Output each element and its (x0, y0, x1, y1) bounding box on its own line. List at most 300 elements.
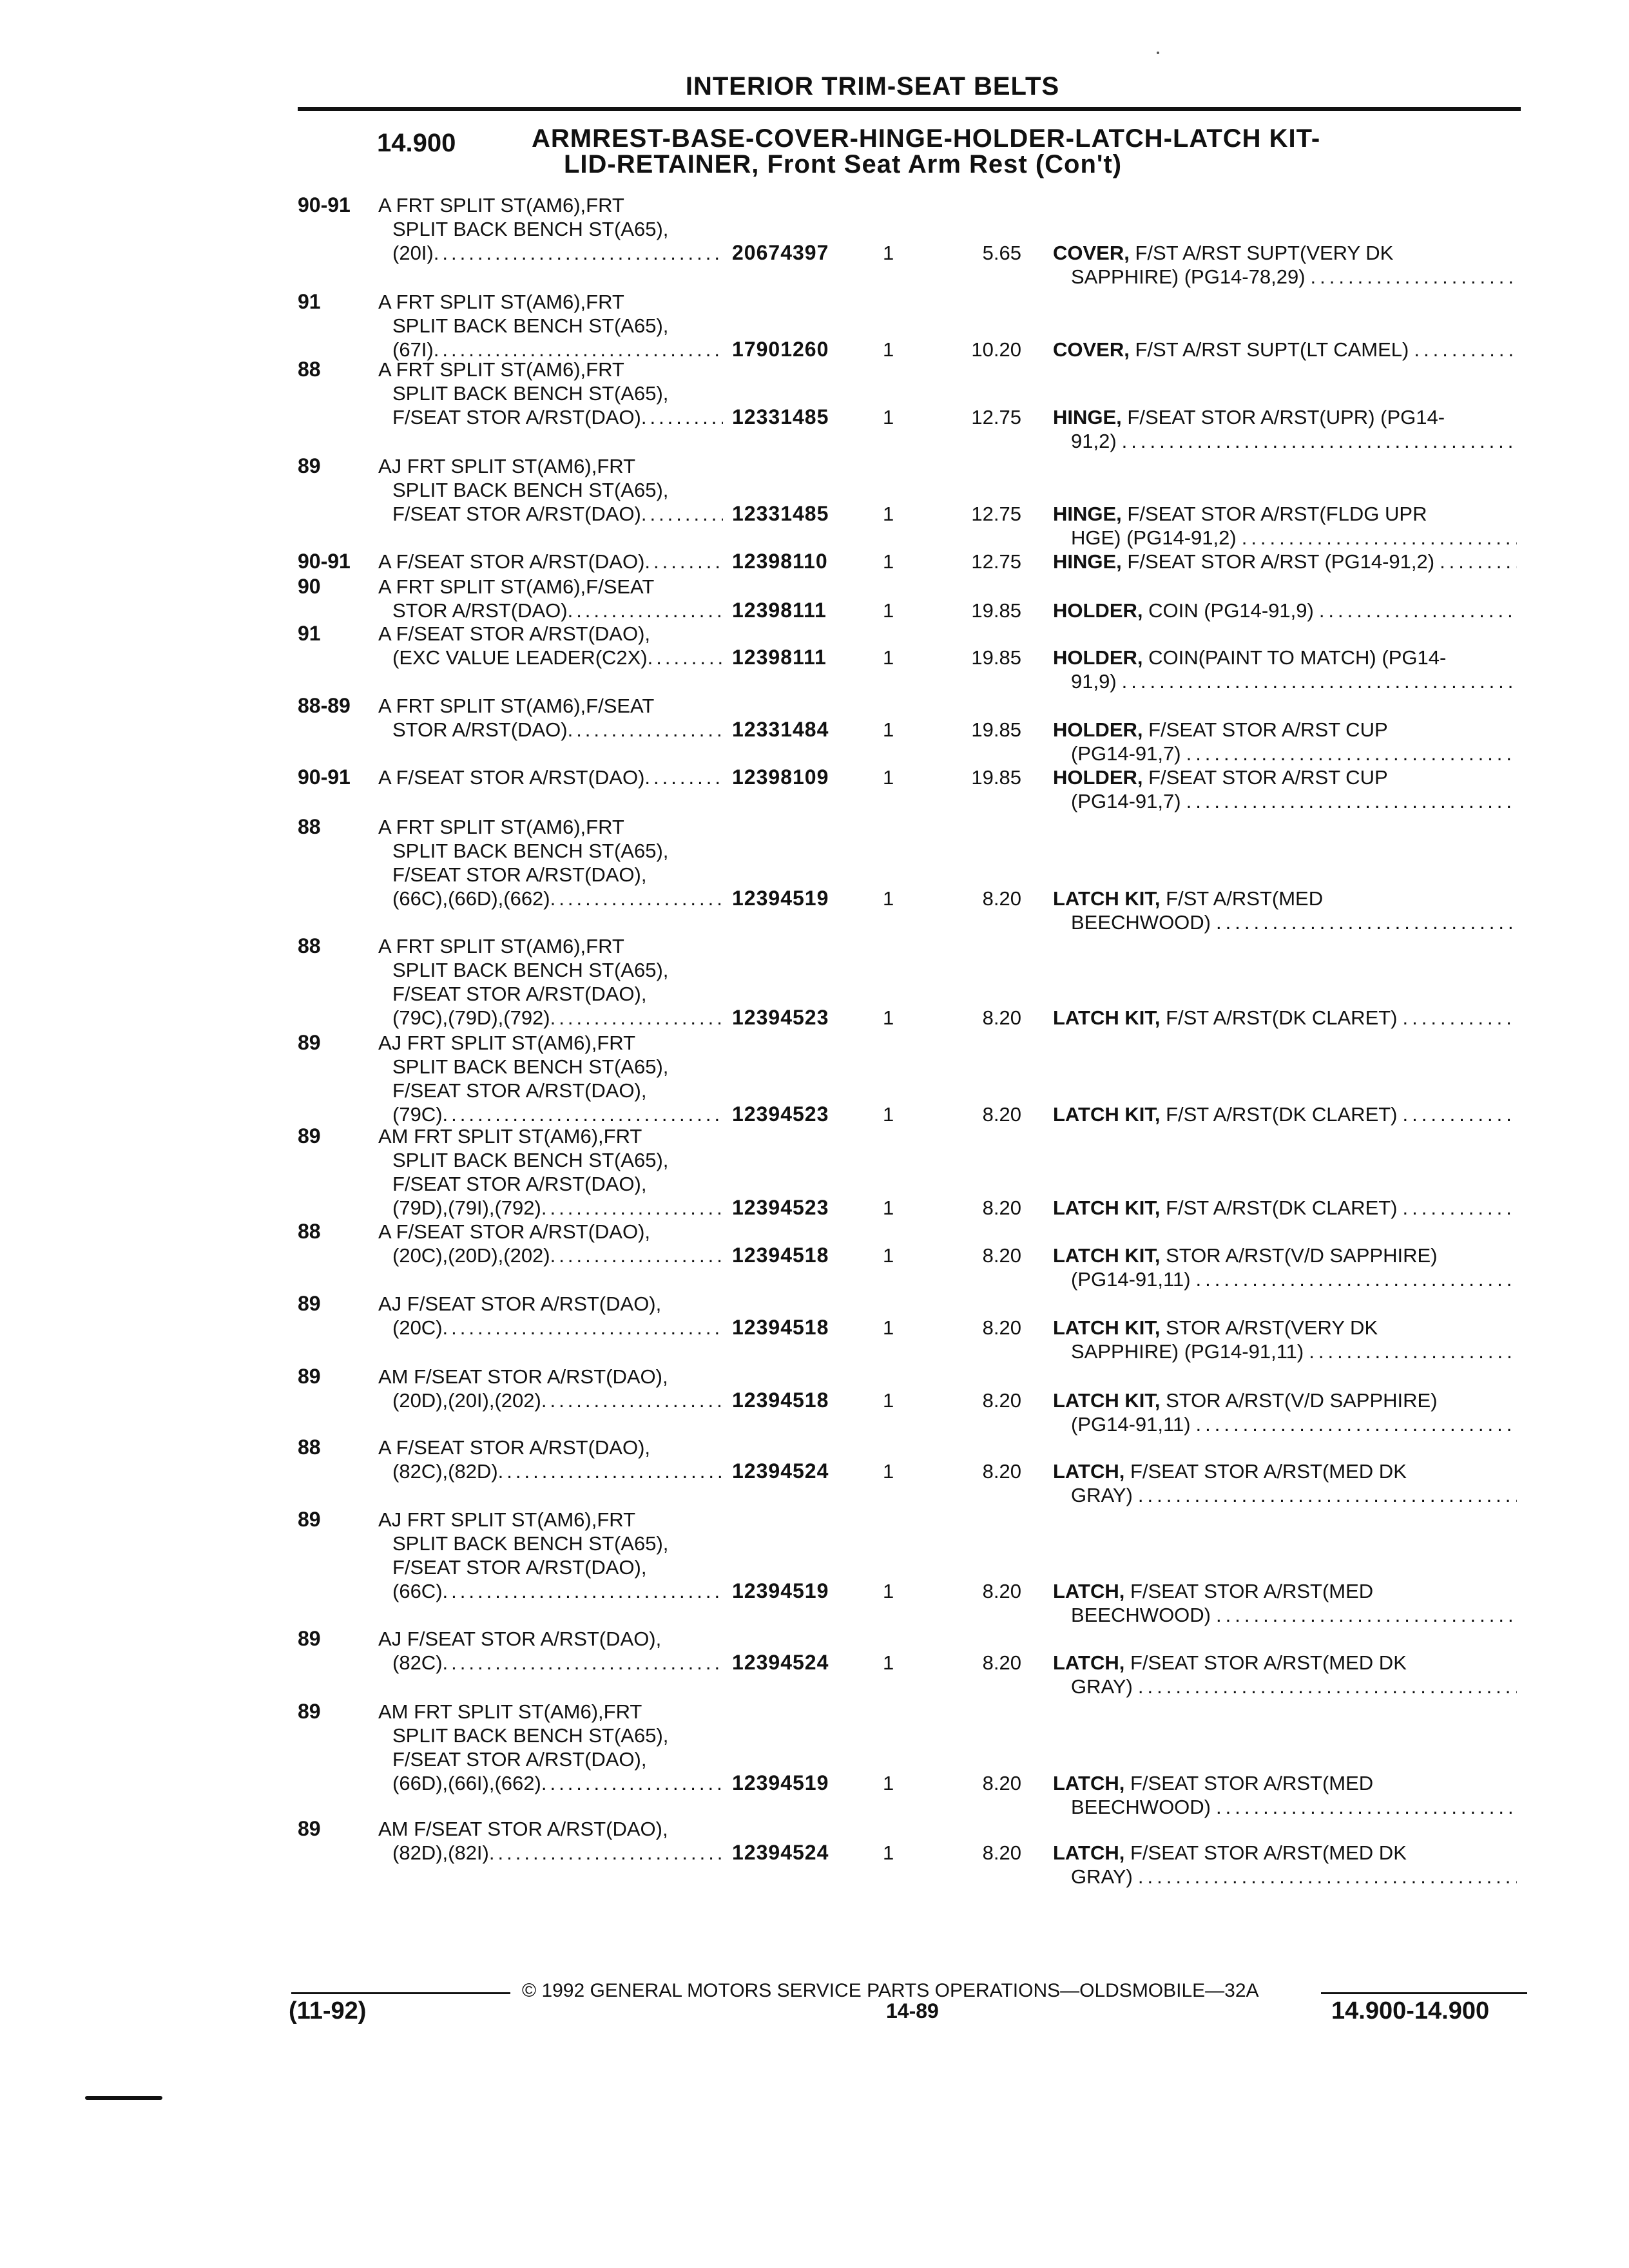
quantity: 1 (883, 1389, 894, 1412)
dot-leader (541, 1771, 723, 1795)
part-name-line (1053, 1603, 1517, 1627)
quantity: 1 (883, 718, 894, 741)
quantity: 1 (883, 1651, 894, 1674)
part-name-keyword: HINGE, (1053, 550, 1122, 573)
price: 8.20 (982, 1196, 1021, 1219)
part-name-continuation: BEECHWOOD) (1071, 1796, 1211, 1818)
part-name-keyword: LATCH, (1053, 1772, 1125, 1794)
price: 19.85 (971, 766, 1021, 789)
usage-line-leader (378, 1196, 723, 1220)
part-name-line (1053, 789, 1517, 813)
quantity: 1 (883, 242, 894, 264)
dot-leader (648, 646, 723, 669)
dot-leader (443, 1316, 723, 1340)
header-rule (298, 107, 1521, 111)
part-name (1053, 1102, 1517, 1126)
part-name-keyword: LATCH KIT, (1053, 1103, 1161, 1126)
part-name (1053, 241, 1517, 289)
part-number: 12394523 (732, 1102, 829, 1126)
part-name-detail: F/SEAT STOR A/RST(MED (1124, 1580, 1374, 1602)
part-name-line (1053, 1244, 1517, 1267)
usage-description (378, 193, 739, 265)
part-name-detail: F/SEAT STOR A/RST(MED (1124, 1772, 1374, 1794)
usage-line-leader (378, 646, 723, 669)
part-name-detail: F/SEAT STOR A/RST CUP (1142, 718, 1388, 741)
quantity: 1 (883, 406, 894, 428)
usage-line: (20D),(20I),(202) (392, 1389, 541, 1412)
scan-mark (85, 2096, 162, 2100)
usage-line-leader (378, 1841, 723, 1865)
part-name-line (1053, 646, 1517, 669)
part-name-line (1053, 1651, 1517, 1675)
part-name-keyword: LATCH, (1053, 1580, 1125, 1602)
dot-leader (1211, 1603, 1517, 1627)
usage-line: AM F/SEAT STOR A/RST(DAO), (378, 1818, 668, 1840)
usage-line: F/SEAT STOR A/RST(DAO) (392, 503, 641, 525)
usage-line: (79C) (392, 1103, 443, 1126)
usage-line: AM FRT SPLIT ST(AM6),FRT (378, 1700, 642, 1723)
part-name-continuation: GRAY) (1071, 1484, 1133, 1506)
usage-line: (79D),(79I),(792) (392, 1196, 541, 1219)
model-year: 88 (298, 1436, 321, 1459)
part-name-detail: F/ST A/RST(DK CLARET) (1160, 1196, 1398, 1219)
usage-line: F/SEAT STOR A/RST(DAO), (392, 1748, 647, 1771)
quantity: 1 (883, 503, 894, 525)
scan-speck (1157, 52, 1159, 54)
part-name-line (1053, 1316, 1517, 1340)
dot-leader (1133, 1675, 1517, 1698)
footer-copyright: © 1992 GENERAL MOTORS SERVICE PARTS OPERATIONS—OLDSMOBILE—32A (522, 1980, 1259, 2001)
usage-line: F/SEAT STOR A/RST(DAO) (392, 406, 641, 428)
part-name-line (1053, 1340, 1517, 1363)
section-number: 14.900 (377, 129, 456, 157)
quantity: 1 (883, 646, 894, 669)
part-name-detail: F/ST A/RST(DK CLARET) (1160, 1006, 1398, 1029)
usage-line-leader (378, 599, 723, 622)
usage-description (378, 550, 739, 573)
price: 8.20 (982, 1772, 1021, 1794)
part-name-keyword: HINGE, (1053, 406, 1122, 428)
part-number: 12398111 (732, 646, 827, 669)
price: 12.75 (971, 406, 1021, 428)
usage-line-leader (378, 1389, 723, 1412)
quantity: 1 (883, 1103, 894, 1126)
part-name-detail: F/SEAT STOR A/RST CUP (1142, 766, 1388, 789)
price: 8.20 (982, 1244, 1021, 1267)
dot-leader (1117, 669, 1517, 693)
footer-rule-left (291, 1992, 510, 1994)
usage-line-leader (378, 502, 723, 526)
part-name-line (1053, 1102, 1517, 1126)
part-name-continuation: 91,9) (1071, 670, 1117, 693)
part-name-line (1053, 887, 1517, 910)
part-name-keyword: COVER, (1053, 338, 1130, 361)
price: 8.20 (982, 887, 1021, 910)
part-name-line (1053, 742, 1517, 765)
quantity: 1 (883, 1196, 894, 1219)
price: 8.20 (982, 1841, 1021, 1864)
dot-leader (1237, 526, 1517, 550)
part-name-line (1053, 1483, 1517, 1507)
quantity: 1 (883, 766, 894, 789)
part-name-detail: F/ST A/RST(MED (1160, 887, 1324, 910)
usage-line-leader (378, 1579, 723, 1603)
part-name-detail: F/SEAT STOR A/RST(FLDG UPR (1121, 503, 1427, 525)
part-name (1053, 1579, 1517, 1627)
usage-line: A FRT SPLIT ST(AM6),FRT (378, 358, 624, 381)
usage-description (378, 1292, 739, 1340)
part-name-line (1053, 526, 1517, 550)
model-year: 89 (298, 1627, 321, 1650)
quantity: 1 (883, 1316, 894, 1339)
part-name-continuation: GRAY) (1071, 1675, 1133, 1698)
footer-rule-right (1321, 1992, 1527, 1994)
dot-leader (1398, 1196, 1517, 1220)
usage-line: AM FRT SPLIT ST(AM6),FRT (378, 1125, 642, 1148)
part-name-continuation: GRAY) (1071, 1865, 1133, 1888)
dot-leader (1117, 429, 1517, 453)
usage-line: (20I) (392, 242, 434, 264)
usage-line: A F/SEAT STOR A/RST(DAO), (378, 1220, 651, 1243)
part-number: 12394524 (732, 1651, 829, 1674)
usage-description (378, 1436, 739, 1483)
usage-description (378, 1124, 739, 1220)
dot-leader (644, 765, 723, 789)
usage-line: (67I) (392, 338, 434, 361)
usage-line: AJ F/SEAT STOR A/RST(DAO), (378, 1293, 662, 1315)
part-name-line (1053, 1196, 1517, 1220)
part-name-line (1053, 1267, 1517, 1291)
part-name-keyword: LATCH, (1053, 1460, 1125, 1483)
part-name-line (1053, 429, 1517, 453)
price: 8.20 (982, 1460, 1021, 1483)
part-name-continuation: (PG14-91,7) (1071, 790, 1181, 812)
price: 12.75 (971, 503, 1021, 525)
price: 10.20 (971, 338, 1021, 361)
model-year: 88 (298, 934, 321, 957)
model-year: 90-91 (298, 193, 351, 216)
quantity: 1 (883, 550, 894, 573)
dot-leader (1314, 599, 1517, 622)
part-number: 12398111 (732, 599, 827, 622)
part-name-keyword: LATCH KIT, (1053, 1196, 1161, 1219)
dot-leader (489, 1841, 723, 1865)
dot-leader (550, 887, 723, 910)
part-name-keyword: LATCH KIT, (1053, 887, 1161, 910)
part-name (1053, 1459, 1517, 1507)
usage-line: A F/SEAT STOR A/RST(DAO) (378, 766, 645, 789)
usage-line: SPLIT BACK BENCH ST(A65), (392, 1149, 669, 1171)
part-name (1053, 405, 1517, 453)
part-name-line (1053, 1841, 1517, 1865)
part-name-line (1053, 1675, 1517, 1698)
part-name-keyword: HOLDER, (1053, 718, 1143, 741)
price: 12.75 (971, 550, 1021, 573)
usage-line: (66D),(66I),(662) (392, 1772, 541, 1794)
usage-description (378, 934, 739, 1030)
usage-line: SPLIT BACK BENCH ST(A65), (392, 314, 669, 337)
part-name-detail: F/SEAT STOR A/RST(MED DK (1124, 1460, 1407, 1483)
quantity: 1 (883, 1006, 894, 1029)
usage-line: (79C),(79D),(792) (392, 1006, 550, 1029)
dot-leader (1181, 789, 1517, 813)
usage-line: AJ FRT SPLIT ST(AM6),FRT (378, 1032, 636, 1054)
dot-leader (550, 1006, 723, 1030)
model-year: 90-91 (298, 765, 351, 789)
usage-line: (20C) (392, 1316, 443, 1339)
part-number: 12398109 (732, 765, 829, 789)
dot-leader (550, 1244, 723, 1267)
usage-line-leader (378, 405, 723, 429)
part-number: 12331485 (732, 502, 829, 525)
usage-line-leader (378, 718, 723, 742)
part-name-line (1053, 1412, 1517, 1436)
usage-line-leader (378, 1244, 723, 1267)
part-number: 12394523 (732, 1006, 829, 1029)
part-number: 12394524 (732, 1459, 829, 1483)
section-title-line1: ARMREST-BASE-COVER-HINGE-HOLDER-LATCH-LATCH KIT- (532, 124, 1321, 153)
section-title (532, 126, 1537, 177)
part-name (1053, 765, 1517, 813)
part-name-detail: F/SEAT STOR A/RST(UPR) (PG14- (1121, 406, 1445, 428)
usage-line-leader (378, 1316, 723, 1340)
quantity: 1 (883, 1580, 894, 1602)
dot-leader (434, 241, 723, 265)
usage-line: SPLIT BACK BENCH ST(A65), (392, 840, 669, 862)
usage-line: F/SEAT STOR A/RST(DAO), (392, 1173, 647, 1195)
part-name-keyword: LATCH KIT, (1053, 1316, 1161, 1339)
part-name-detail: F/SEAT STOR A/RST(MED DK (1124, 1651, 1407, 1674)
part-name-line (1053, 599, 1517, 622)
part-name-continuation: SAPPHIRE) (PG14-91,11) (1071, 1340, 1304, 1363)
dot-leader (443, 1579, 723, 1603)
usage-line: SPLIT BACK BENCH ST(A65), (392, 1055, 669, 1078)
part-name (1053, 646, 1517, 693)
usage-line: A FRT SPLIT ST(AM6),F/SEAT (378, 695, 655, 717)
usage-line: (66C),(66D),(662) (392, 887, 550, 910)
dot-leader (1398, 1006, 1517, 1030)
usage-description (378, 1220, 739, 1267)
usage-line: A F/SEAT STOR A/RST(DAO), (378, 1436, 651, 1459)
usage-line-leader (378, 765, 723, 789)
part-name-keyword: HINGE, (1053, 503, 1122, 525)
price: 5.65 (982, 242, 1021, 264)
usage-line: AJ F/SEAT STOR A/RST(DAO), (378, 1628, 662, 1650)
usage-line: A FRT SPLIT ST(AM6),FRT (378, 194, 624, 216)
usage-line: AJ FRT SPLIT ST(AM6),FRT (378, 455, 636, 477)
part-name-line (1053, 1865, 1517, 1888)
part-name-keyword: LATCH KIT, (1053, 1244, 1161, 1267)
part-name-line (1053, 1459, 1517, 1483)
dot-leader (541, 1196, 723, 1220)
part-name-detail: STOR A/RST(V/D SAPPHIRE) (1160, 1389, 1438, 1412)
usage-line: SPLIT BACK BENCH ST(A65), (392, 1532, 669, 1555)
quantity: 1 (883, 599, 894, 622)
part-name-line (1053, 550, 1517, 573)
usage-line-leader (378, 1771, 723, 1795)
part-name-continuation: (PG14-91,7) (1071, 742, 1181, 765)
usage-line: (66C) (392, 1580, 443, 1602)
part-name-detail: COIN(PAINT TO MATCH) (PG14- (1142, 646, 1447, 669)
model-year: 89 (298, 1124, 321, 1148)
price: 8.20 (982, 1006, 1021, 1029)
model-year: 89 (298, 1365, 321, 1388)
part-name-keyword: LATCH KIT, (1053, 1389, 1161, 1412)
part-name-line (1053, 765, 1517, 789)
model-year: 89 (298, 1292, 321, 1315)
part-name (1053, 1771, 1517, 1819)
part-number: 12394519 (732, 1579, 829, 1602)
part-name-line (1053, 910, 1517, 934)
model-year: 89 (298, 1031, 321, 1054)
usage-line: F/SEAT STOR A/RST(DAO), (392, 983, 647, 1005)
part-name-line (1053, 1389, 1517, 1412)
part-name-continuation: BEECHWOOD) (1071, 911, 1211, 934)
dot-leader (541, 1389, 723, 1412)
page-header: INTERIOR TRIM-SEAT BELTS (685, 72, 1060, 101)
part-name-line (1053, 1771, 1517, 1795)
part-name-keyword: LATCH, (1053, 1651, 1125, 1674)
usage-line-leader (378, 1102, 723, 1126)
dot-leader (1211, 1795, 1517, 1819)
dot-leader (1434, 550, 1517, 573)
price: 8.20 (982, 1580, 1021, 1602)
model-year: 89 (298, 1817, 321, 1840)
dot-leader (1306, 265, 1517, 289)
footer-date-code: (11-92) (289, 1997, 367, 2024)
usage-description (378, 1508, 739, 1603)
dot-leader (1181, 742, 1517, 765)
usage-line: (20C),(20D),(202) (392, 1244, 550, 1267)
part-number: 12331484 (732, 718, 829, 741)
part-number: 12398110 (732, 550, 828, 573)
quantity: 1 (883, 1841, 894, 1864)
usage-line: A FRT SPLIT ST(AM6),FRT (378, 291, 624, 313)
part-name-continuation: (PG14-91,11) (1071, 1413, 1191, 1436)
part-name-keyword: LATCH KIT, (1053, 1006, 1161, 1029)
usage-description (378, 575, 739, 622)
part-name-keyword: HOLDER, (1053, 599, 1143, 622)
quantity: 1 (883, 887, 894, 910)
part-name (1053, 1841, 1517, 1888)
usage-line-leader (378, 550, 723, 573)
part-number: 20674397 (732, 241, 829, 264)
part-name-line (1053, 265, 1517, 289)
section-title-line2: LID-RETAINER, Front Seat Arm Rest (Con't) (564, 150, 1123, 178)
part-name (1053, 1006, 1517, 1030)
usage-line: STOR A/RST(DAO) (392, 599, 568, 622)
part-name-keyword: LATCH, (1053, 1841, 1125, 1864)
dot-leader (443, 1102, 723, 1126)
usage-line: A F/SEAT STOR A/RST(DAO), (378, 622, 651, 645)
usage-line: (82C) (392, 1651, 443, 1674)
part-name (1053, 887, 1517, 934)
model-year: 88 (298, 815, 321, 838)
dot-leader (1398, 1102, 1517, 1126)
part-number: 12394519 (732, 887, 829, 910)
usage-description (378, 1700, 739, 1795)
model-year: 89 (298, 1700, 321, 1723)
part-name-continuation: BEECHWOOD) (1071, 1604, 1211, 1626)
part-number: 12394519 (732, 1771, 829, 1794)
usage-line-leader (378, 1459, 723, 1483)
model-year: 88-89 (298, 694, 351, 717)
price: 8.20 (982, 1103, 1021, 1126)
usage-line-leader (378, 1651, 723, 1675)
model-year: 90-91 (298, 550, 351, 573)
part-number: 12394518 (732, 1244, 829, 1267)
part-name-detail: STOR A/RST(VERY DK (1160, 1316, 1378, 1339)
dot-leader (1304, 1340, 1517, 1363)
part-name (1053, 1389, 1517, 1436)
usage-line: SPLIT BACK BENCH ST(A65), (392, 479, 669, 501)
price: 8.20 (982, 1316, 1021, 1339)
dot-leader (1133, 1483, 1517, 1507)
quantity: 1 (883, 338, 894, 361)
price: 19.85 (971, 718, 1021, 741)
model-year: 89 (298, 454, 321, 477)
price: 19.85 (971, 646, 1021, 669)
part-number: 12394518 (732, 1389, 829, 1412)
dot-leader (641, 502, 723, 526)
model-year: 91 (298, 290, 321, 313)
part-name-line (1053, 338, 1517, 361)
part-number: 12394523 (732, 1196, 829, 1219)
usage-line: (82C),(82D) (392, 1460, 498, 1483)
usage-line-leader (378, 887, 723, 910)
part-name-detail: F/SEAT STOR A/RST (PG14-91,2) (1121, 550, 1435, 573)
part-number: 12331485 (732, 405, 829, 428)
part-name (1053, 718, 1517, 765)
dot-leader (1191, 1267, 1517, 1291)
usage-line: STOR A/RST(DAO) (392, 718, 568, 741)
usage-description (378, 358, 739, 429)
part-number: 12394518 (732, 1316, 829, 1339)
usage-line: SPLIT BACK BENCH ST(A65), (392, 382, 669, 405)
quantity: 1 (883, 1460, 894, 1483)
usage-line: (82D),(82I) (392, 1841, 489, 1864)
dot-leader (498, 1459, 723, 1483)
part-name-line (1053, 1795, 1517, 1819)
usage-line-leader (378, 1006, 723, 1030)
dot-leader (443, 1651, 723, 1675)
part-name (1053, 1651, 1517, 1698)
usage-description (378, 694, 739, 742)
dot-leader (644, 550, 723, 573)
usage-description (378, 765, 739, 789)
quantity: 1 (883, 1244, 894, 1267)
usage-line: F/SEAT STOR A/RST(DAO), (392, 1556, 647, 1579)
price: 8.20 (982, 1651, 1021, 1674)
part-number: 12394524 (732, 1841, 829, 1864)
part-name-continuation: (PG14-91,11) (1071, 1268, 1191, 1291)
usage-line: A F/SEAT STOR A/RST(DAO) (378, 550, 645, 573)
part-name-detail: F/ST A/RST SUPT(VERY DK (1129, 242, 1394, 264)
model-year: 89 (298, 1508, 321, 1531)
dot-leader (1409, 338, 1517, 361)
price: 8.20 (982, 1389, 1021, 1412)
usage-line: F/SEAT STOR A/RST(DAO), (392, 863, 647, 886)
usage-line: F/SEAT STOR A/RST(DAO), (392, 1079, 647, 1102)
part-name (1053, 1316, 1517, 1363)
part-number: 17901260 (732, 338, 829, 361)
part-name-keyword: HOLDER, (1053, 766, 1143, 789)
part-name (1053, 502, 1517, 550)
model-year: 88 (298, 1220, 321, 1243)
part-name-detail: F/ST A/RST(DK CLARET) (1160, 1103, 1398, 1126)
usage-description (378, 1627, 739, 1675)
dot-leader (568, 599, 723, 622)
